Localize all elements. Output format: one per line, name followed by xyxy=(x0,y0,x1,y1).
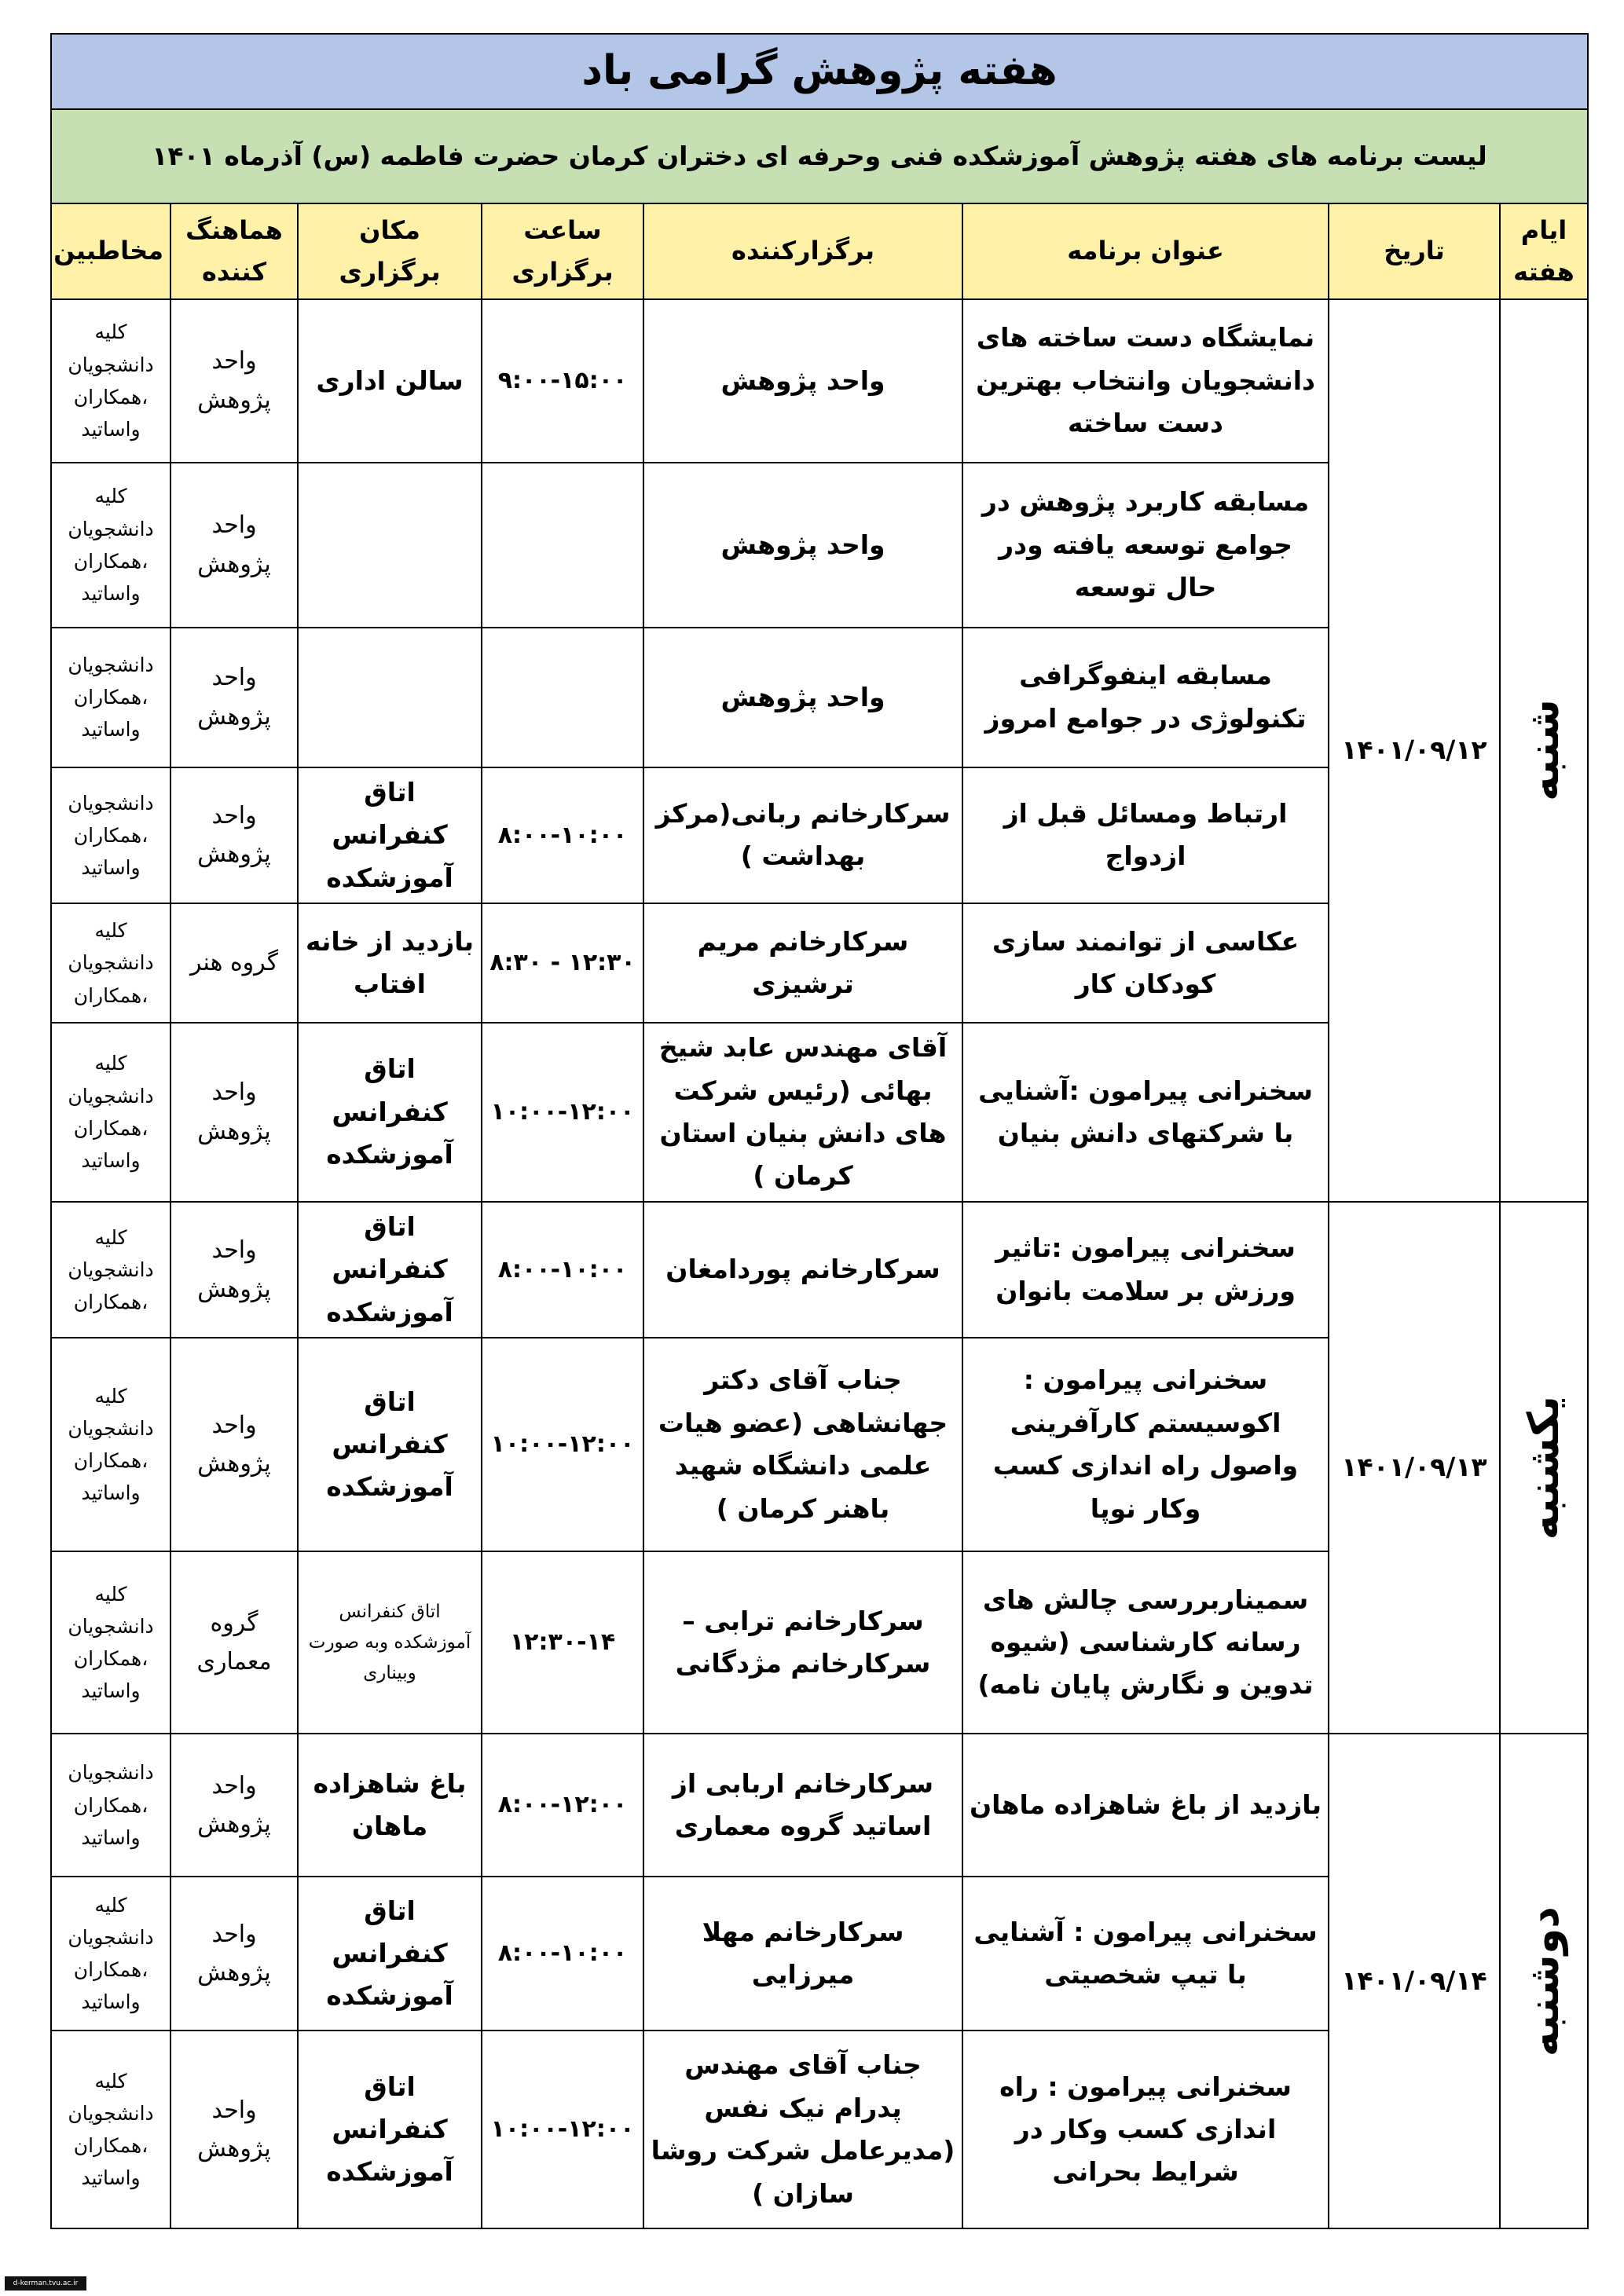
organizer-cell: واحد پژوهش xyxy=(643,299,962,463)
header-date: تاریخ xyxy=(1329,203,1500,299)
audience-cell: کلیه دانشجویان ،همکاران واساتید xyxy=(51,463,170,628)
organizer-cell: واحد پژوهش xyxy=(643,463,962,628)
coordinator-cell: واحد پژوهش xyxy=(170,2031,298,2228)
day-name: یکشنبه xyxy=(1519,1395,1569,1540)
coordinator-cell: واحد پژوهش xyxy=(170,767,298,903)
coordinator-cell: واحد پژوهش xyxy=(170,1734,298,1877)
time-cell: ۱۰:۰۰-۱۲:۰۰ xyxy=(482,1023,643,1202)
header-program: عنوان برنامه xyxy=(962,203,1329,299)
coordinator-cell: واحد پژوهش xyxy=(170,1023,298,1202)
place-cell: اتاق کنفرانس آموزشکده xyxy=(298,767,482,903)
audience-cell: دانشجویان ،همکاران واساتید xyxy=(51,767,170,903)
organizer-cell: جناب آقای دکتر جهانشاهی (عضو هیات علمی دانشگاه شهید باهنر کرمان ) xyxy=(643,1338,962,1551)
program-cell: مسابقه کاربرد پژوهش در جوامع توسعه یافته ودر حال توسعه xyxy=(962,463,1329,628)
audience-cell: کلیه دانشجویان ،همکاران واساتید xyxy=(51,1551,170,1734)
time-cell: ۱۰:۰۰-۱۲:۰۰ xyxy=(482,1338,643,1551)
coordinator-cell: واحد پژوهش xyxy=(170,299,298,463)
header-organizer: برگزارکننده xyxy=(643,203,962,299)
time-cell xyxy=(482,463,643,628)
header-row xyxy=(51,203,1588,299)
place-cell xyxy=(298,463,482,628)
header-place: مکان برگزاری xyxy=(298,203,482,299)
day-cell xyxy=(1500,1734,1588,2228)
place-cell xyxy=(298,628,482,767)
audience-cell: کلیه دانشجویان ،همکاران xyxy=(51,1202,170,1338)
header-audience: مخاطبین xyxy=(51,203,170,299)
program-cell: سخنرانی پیرامون : راه اندازی کسب وکار در شرایط بحرانی xyxy=(962,2031,1329,2228)
place-cell: اتاق کنفرانس آموزشکده xyxy=(298,1877,482,2031)
date-cell: ۱۴۰۱/۰۹/۱۴ xyxy=(1329,1734,1500,2228)
time-cell: ۸:۰۰-۱۲:۰۰ xyxy=(482,1734,643,1877)
program-cell: سخنرانی پیرامون :آشنایی با شرکتهای دانش بنیان xyxy=(962,1023,1329,1202)
place-cell: اتاق کنفرانس آموزشکده xyxy=(298,1023,482,1202)
program-cell: سمیناربررسی چالش های رسانه کارشناسی (شیوه تدوین و نگارش پایان نامه) xyxy=(962,1551,1329,1734)
program-cell: مسابقه اینفوگرافی تکنولوژی در جوامع امروز xyxy=(962,628,1329,767)
day-name: شنبه xyxy=(1519,699,1569,802)
organizer-cell: سرکارخانم مریم ترشیزی xyxy=(643,903,962,1023)
program-cell: سخنرانی پیرامون : اکوسیستم کارآفرینی واصول راه اندازی کسب وکار نوپا xyxy=(962,1338,1329,1551)
program-cell: نمایشگاه دست ساخته های دانشجویان وانتخاب بهترین دست ساخته xyxy=(962,299,1329,463)
time-cell: ۱۰:۰۰-۱۲:۰۰ xyxy=(482,2031,643,2228)
audience-cell: دانشجویان ،همکاران واساتید xyxy=(51,628,170,767)
header-day: ایام هفته xyxy=(1500,203,1588,299)
time-cell: ۹:۰۰-۱۵:۰۰ xyxy=(482,299,643,463)
day-name: دوشنبه xyxy=(1519,1906,1569,2056)
audience-cell: کلیه دانشجویان ،همکاران واساتید xyxy=(51,1338,170,1551)
header-time: ساعت برگزاری xyxy=(482,203,643,299)
place-cell: اتاق کنفرانس آموزشکده وبه صورت وبیناری xyxy=(298,1551,482,1734)
organizer-cell: سرکارخانم ربانی(مرکز بهداشت ) xyxy=(643,767,962,903)
time-cell: ۱۲:۳۰-۱۴ xyxy=(482,1551,643,1734)
coordinator-cell: واحد پژوهش xyxy=(170,1877,298,2031)
organizer-cell: سرکارخانم ترابی – سرکارخانم مژدگانی xyxy=(643,1551,962,1734)
footer-logo: d-kerman.tvu.ac.ir xyxy=(5,2276,86,2291)
time-cell: ۸:۰۰-۱۰:۰۰ xyxy=(482,1877,643,2031)
time-cell: ۸:۰۰-۱۰:۰۰ xyxy=(482,1202,643,1338)
place-cell: اتاق کنفرانس آموزشکده xyxy=(298,2031,482,2228)
coordinator-cell: واحد پژوهش xyxy=(170,463,298,628)
header-coordinator: هماهنگ کننده xyxy=(170,203,298,299)
time-cell: ۸:۰۰-۱۰:۰۰ xyxy=(482,767,643,903)
coordinator-cell: واحد پژوهش xyxy=(170,628,298,767)
audience-cell: کلیه دانشجویان ،همکاران واساتید xyxy=(51,299,170,463)
audience-cell: کلیه دانشجویان ،همکاران واساتید xyxy=(51,2031,170,2228)
place-cell: اتاق کنفرانس آموزشکده xyxy=(298,1202,482,1338)
program-cell: سخنرانی پیرامون : آشنایی با تیپ شخصیتی xyxy=(962,1877,1329,2031)
program-cell: ارتباط ومسائل قبل از ازدواج xyxy=(962,767,1329,903)
day-cell xyxy=(1500,299,1588,1202)
program-cell: سخنرانی پیرامون :تاثیر ورزش بر سلامت بانوان xyxy=(962,1202,1329,1338)
organizer-cell: سرکارخانم مهلا میرزایی xyxy=(643,1877,962,2031)
day-cell xyxy=(1500,1202,1588,1734)
page-title: هفته پژوهش گرامی باد xyxy=(51,34,1588,109)
organizer-cell: آقای مهندس عابد شیخ بهائی (رئیس شرکت های دانش بنیان استان کرمان ) xyxy=(643,1023,962,1202)
date-cell: ۱۴۰۱/۰۹/۱۳ xyxy=(1329,1202,1500,1734)
place-cell: باغ شاهزاده ماهان xyxy=(298,1734,482,1877)
organizer-cell: واحد پژوهش xyxy=(643,628,962,767)
organizer-cell: جناب آقای مهندس پدرام نیک نفس (مدیرعامل شرکت روشا سازان ) xyxy=(643,2031,962,2228)
organizer-cell: سرکارخانم پوردامغان xyxy=(643,1202,962,1338)
schedule-table xyxy=(50,33,1589,2229)
program-cell: عکاسی از توانمند سازی کودکان کار xyxy=(962,903,1329,1023)
table-row xyxy=(51,1734,1588,1877)
coordinator-cell: واحد پژوهش xyxy=(170,1202,298,1338)
coordinator-cell: گروه هنر xyxy=(170,903,298,1023)
schedule-sheet xyxy=(50,33,1587,2229)
table-row xyxy=(51,299,1588,463)
place-cell: اتاق کنفرانس آموزشکده xyxy=(298,1338,482,1551)
place-cell: بازدید از خانه افتاب xyxy=(298,903,482,1023)
audience-cell: دانشجویان ،همکاران واساتید xyxy=(51,1734,170,1877)
audience-cell: کلیه دانشجویان ،همکاران واساتید xyxy=(51,1877,170,2031)
audience-cell: کلیه دانشجویان ،همکاران واساتید xyxy=(51,1023,170,1202)
program-cell: بازدید از باغ شاهزاده ماهان xyxy=(962,1734,1329,1877)
time-cell: ۸:۳۰ - ۱۲:۳۰ xyxy=(482,903,643,1023)
coordinator-cell: گروه معماری xyxy=(170,1551,298,1734)
page-subtitle: لیست برنامه های هفته پژوهش آموزشکده فنی وحرفه ای دختران کرمان حضرت فاطمه (س) آذرماه ۱۴۰۱ xyxy=(51,109,1588,203)
organizer-cell: سرکارخانم اربابی از اساتید گروه معماری xyxy=(643,1734,962,1877)
table-row xyxy=(51,1202,1588,1338)
audience-cell: کلیه دانشجویان ،همکاران xyxy=(51,903,170,1023)
place-cell: سالن اداری xyxy=(298,299,482,463)
date-cell: ۱۴۰۱/۰۹/۱۲ xyxy=(1329,299,1500,1202)
coordinator-cell: واحد پژوهش xyxy=(170,1338,298,1551)
time-cell xyxy=(482,628,643,767)
